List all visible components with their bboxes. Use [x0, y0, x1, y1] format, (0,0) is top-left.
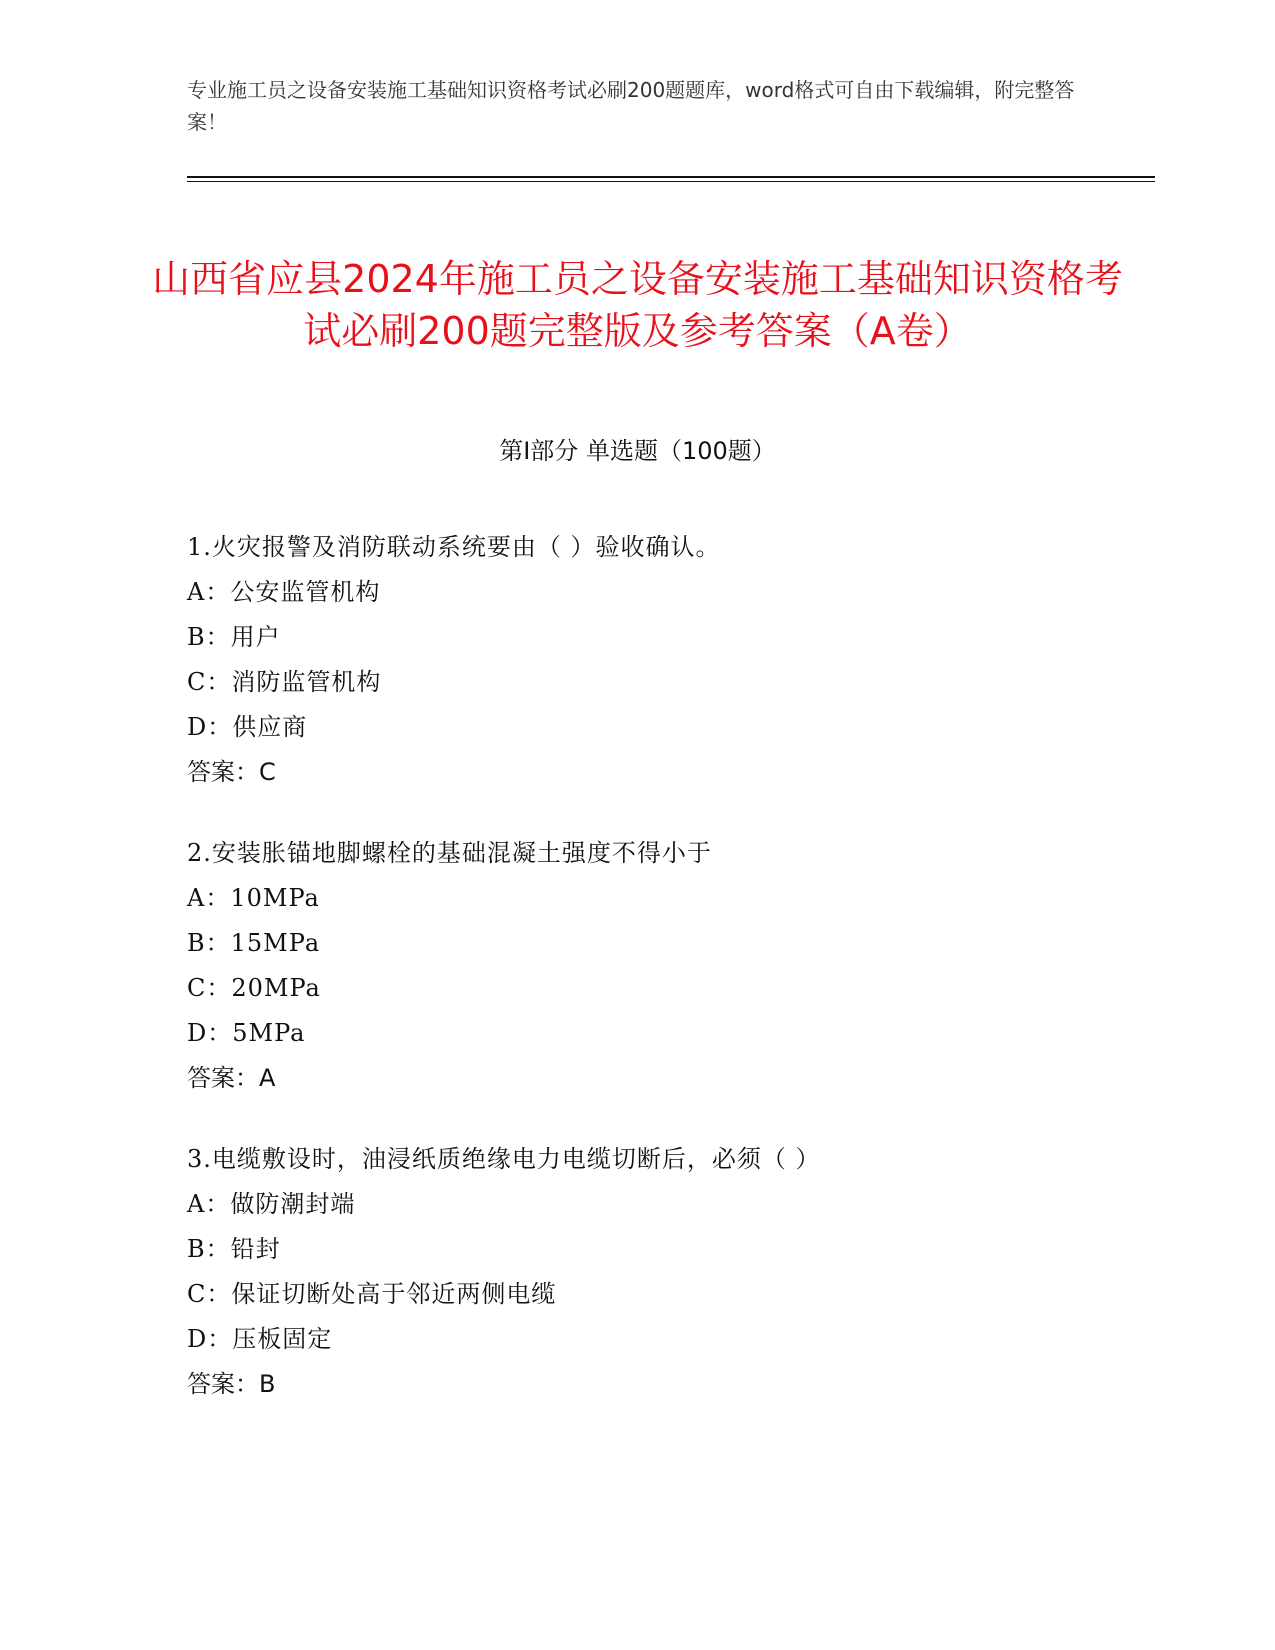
option-d: D：压板固定 — [187, 1325, 333, 1353]
question-stem: 1.火灾报警及消防联动系统要由（ ）验收确认。 — [187, 533, 721, 561]
question-1 — [187, 525, 1137, 795]
answer: 答案：B — [187, 1370, 276, 1398]
question-list — [187, 525, 1137, 1443]
question-3 — [187, 1137, 1137, 1407]
answer: 答案：C — [187, 758, 276, 786]
question-stem: 2.安装胀锚地脚螺栓的基础混凝土强度不得小于 — [187, 839, 712, 867]
document-title: 山西省应县2024年施工员之设备安装施工基础知识资格考试必刷200题完整版及参考答案（A卷） — [152, 257, 1123, 354]
option-a: A：做防潮封端 — [187, 1190, 356, 1218]
section-title: 第Ⅰ部分 单选题（100题） — [499, 437, 776, 465]
option-c: C：20MPa — [187, 974, 321, 1002]
option-d: D：供应商 — [187, 713, 308, 741]
option-a: A：10MPa — [187, 884, 320, 912]
option-d: D：5MPa — [187, 1019, 306, 1047]
header-note: 专业施工员之设备安装施工基础知识资格考试必刷200题题库，word格式可自由下载编辑，附完整答案！ — [187, 78, 1075, 134]
option-c: C：保证切断处高于邻近两侧电缆 — [187, 1280, 557, 1308]
answer: 答案：A — [187, 1064, 276, 1092]
option-b: B：铅封 — [187, 1235, 281, 1263]
option-b: B：15MPa — [187, 929, 321, 957]
header-rule — [187, 176, 1155, 178]
option-a: A：公安监管机构 — [187, 578, 381, 606]
option-c: C：消防监管机构 — [187, 668, 382, 696]
header-rule-thin — [187, 181, 1155, 182]
question-stem: 3.电缆敷设时，油浸纸质绝缘电力电缆切断后，必须（ ） — [187, 1145, 821, 1173]
question-2 — [187, 831, 1137, 1101]
option-b: B：用户 — [187, 623, 281, 651]
